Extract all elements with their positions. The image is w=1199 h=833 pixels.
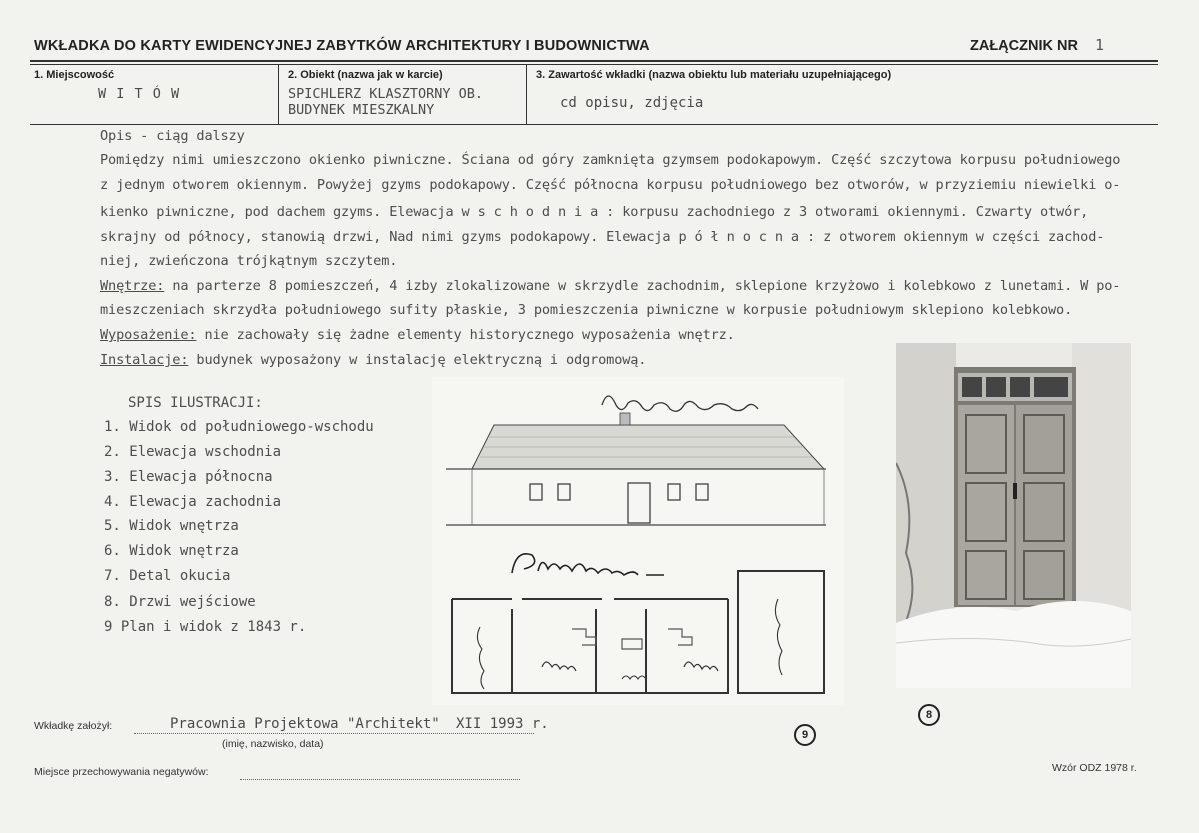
illustration-item-8: 8. Drzwi wejściowe <box>104 594 256 610</box>
door-photograph <box>896 343 1131 688</box>
header-rule-top <box>30 60 1158 62</box>
historical-plan-image <box>432 377 844 705</box>
description-line-4: skrajny od północy, stanowią drzwi, Nad nimi gzyms podokapowy. Elewacja p ó ł n o c n a : z otworem okiennym w części zachod- <box>100 229 1105 245</box>
field-contents-value: cd opisu, zdjęcia <box>560 95 704 111</box>
installations-label: Instalacje: <box>100 352 189 368</box>
equipment-text: nie zachowały się żadne elementy historycznego wyposażenia wnętrz. <box>196 327 735 343</box>
photo-figure-number: 8 <box>918 704 940 726</box>
storage-line <box>240 779 520 780</box>
author-label: Wkładkę założył: <box>34 720 113 732</box>
door-photo-drawing <box>896 343 1131 688</box>
equipment-line <box>100 327 735 343</box>
illustration-item-6: 6. Widok wnętrza <box>104 543 239 559</box>
installations-line <box>100 352 646 368</box>
form-reference: Wzór ODZ 1978 r. <box>1052 762 1137 774</box>
illustration-item-4: 4. Elewacja zachodnia <box>104 494 282 510</box>
author-hint: (imię, nazwisko, data) <box>222 738 324 750</box>
description-line-5: niej, zwieńczona trójkątnym szczytem. <box>100 253 398 269</box>
field-object-value-2: BUDYNEK MIESZKALNY <box>288 102 435 118</box>
illustration-item-2: 2. Elewacja wschodnia <box>104 444 282 460</box>
field-locality-label: 1. Miejscowość <box>34 69 115 81</box>
author-line <box>134 733 534 734</box>
interior-line-1 <box>100 278 1120 294</box>
illustration-item-3: 3. Elewacja północna <box>104 469 273 485</box>
plan-figure-number: 9 <box>794 724 816 746</box>
interior-label: Wnętrze: <box>100 278 165 294</box>
description-line-3: kienko piwniczne, pod dachem gzyms. Elewacja w s c h o d n i a : korpusu zachodniego z 3 otworami okiennymi. Czwarty otwór, <box>100 204 1089 220</box>
illustration-item-1: 1. Widok od południowego-wschodu <box>104 419 374 435</box>
field-divider-2 <box>526 64 527 125</box>
description-line-2: z jednym otworem okiennym. Powyżej gzyms podokapowy. Część północna korpusu południowego bez otworów, w przyziemiu niewielki o- <box>100 177 1121 193</box>
installations-text: budynek wyposażony w instalację elektryczną i odgromową. <box>188 352 647 368</box>
illustration-item-5: 5. Widok wnętrza <box>104 518 239 534</box>
illustration-item-7: 7. Detal okucia <box>104 568 231 584</box>
author-value: Pracownia Projektowa "Architekt" <box>170 716 440 732</box>
field-object-value-1: SPICHLERZ KLASZTORNY OB. <box>288 86 484 102</box>
plan-drawing <box>432 377 844 705</box>
author-date: XII 1993 r. <box>456 716 549 732</box>
annex-number: 1 <box>1095 36 1105 54</box>
illustrations-title: SPIS ILUSTRACJI: <box>128 395 263 411</box>
field-object-label: 2. Obiekt (nazwa jak w karcie) <box>288 69 443 81</box>
form-title: WKŁADKA DO KARTY EWIDENCYJNEJ ZABYTKÓW ARCHITEKTURY I BUDOWNICTWA <box>34 38 650 54</box>
field-contents-label: 3. Zawartość wkładki (nazwa obiektu lub materiału uzupełniającego) <box>536 69 892 81</box>
description-line-1: Pomiędzy nimi umieszczono okienko piwniczne. Ściana od góry zamknięta gzymsem podokapowym. Część szczytowa korpusu południowego <box>100 152 1121 168</box>
equipment-label: Wyposażenie: <box>100 327 197 343</box>
header-rule-second <box>30 64 1158 65</box>
field-locality-value: W I T Ó W <box>98 86 181 102</box>
interior-text-1: na parterze 8 pomieszczeń, 4 izby zlokalizowane w skrzydle zachodnim, sklepione krzyżowo i kolebkowo z lunetami. W po- <box>164 278 1121 294</box>
field-divider-1 <box>278 64 279 125</box>
illustration-item-9: 9 Plan i widok z 1843 r. <box>104 619 307 635</box>
storage-label: Miejsce przechowywania negatywów: <box>34 766 209 778</box>
interior-line-2: mieszczeniach skrzydła południowego sufity płaskie, 3 pomieszczenia piwniczne w korpusie południowym sklepiono kolebkowo. <box>100 302 1073 318</box>
annex-label: ZAŁĄCZNIK NR <box>970 38 1078 54</box>
fields-rule-bottom <box>30 124 1158 125</box>
description-heading: Opis - ciąg dalszy <box>100 128 245 144</box>
